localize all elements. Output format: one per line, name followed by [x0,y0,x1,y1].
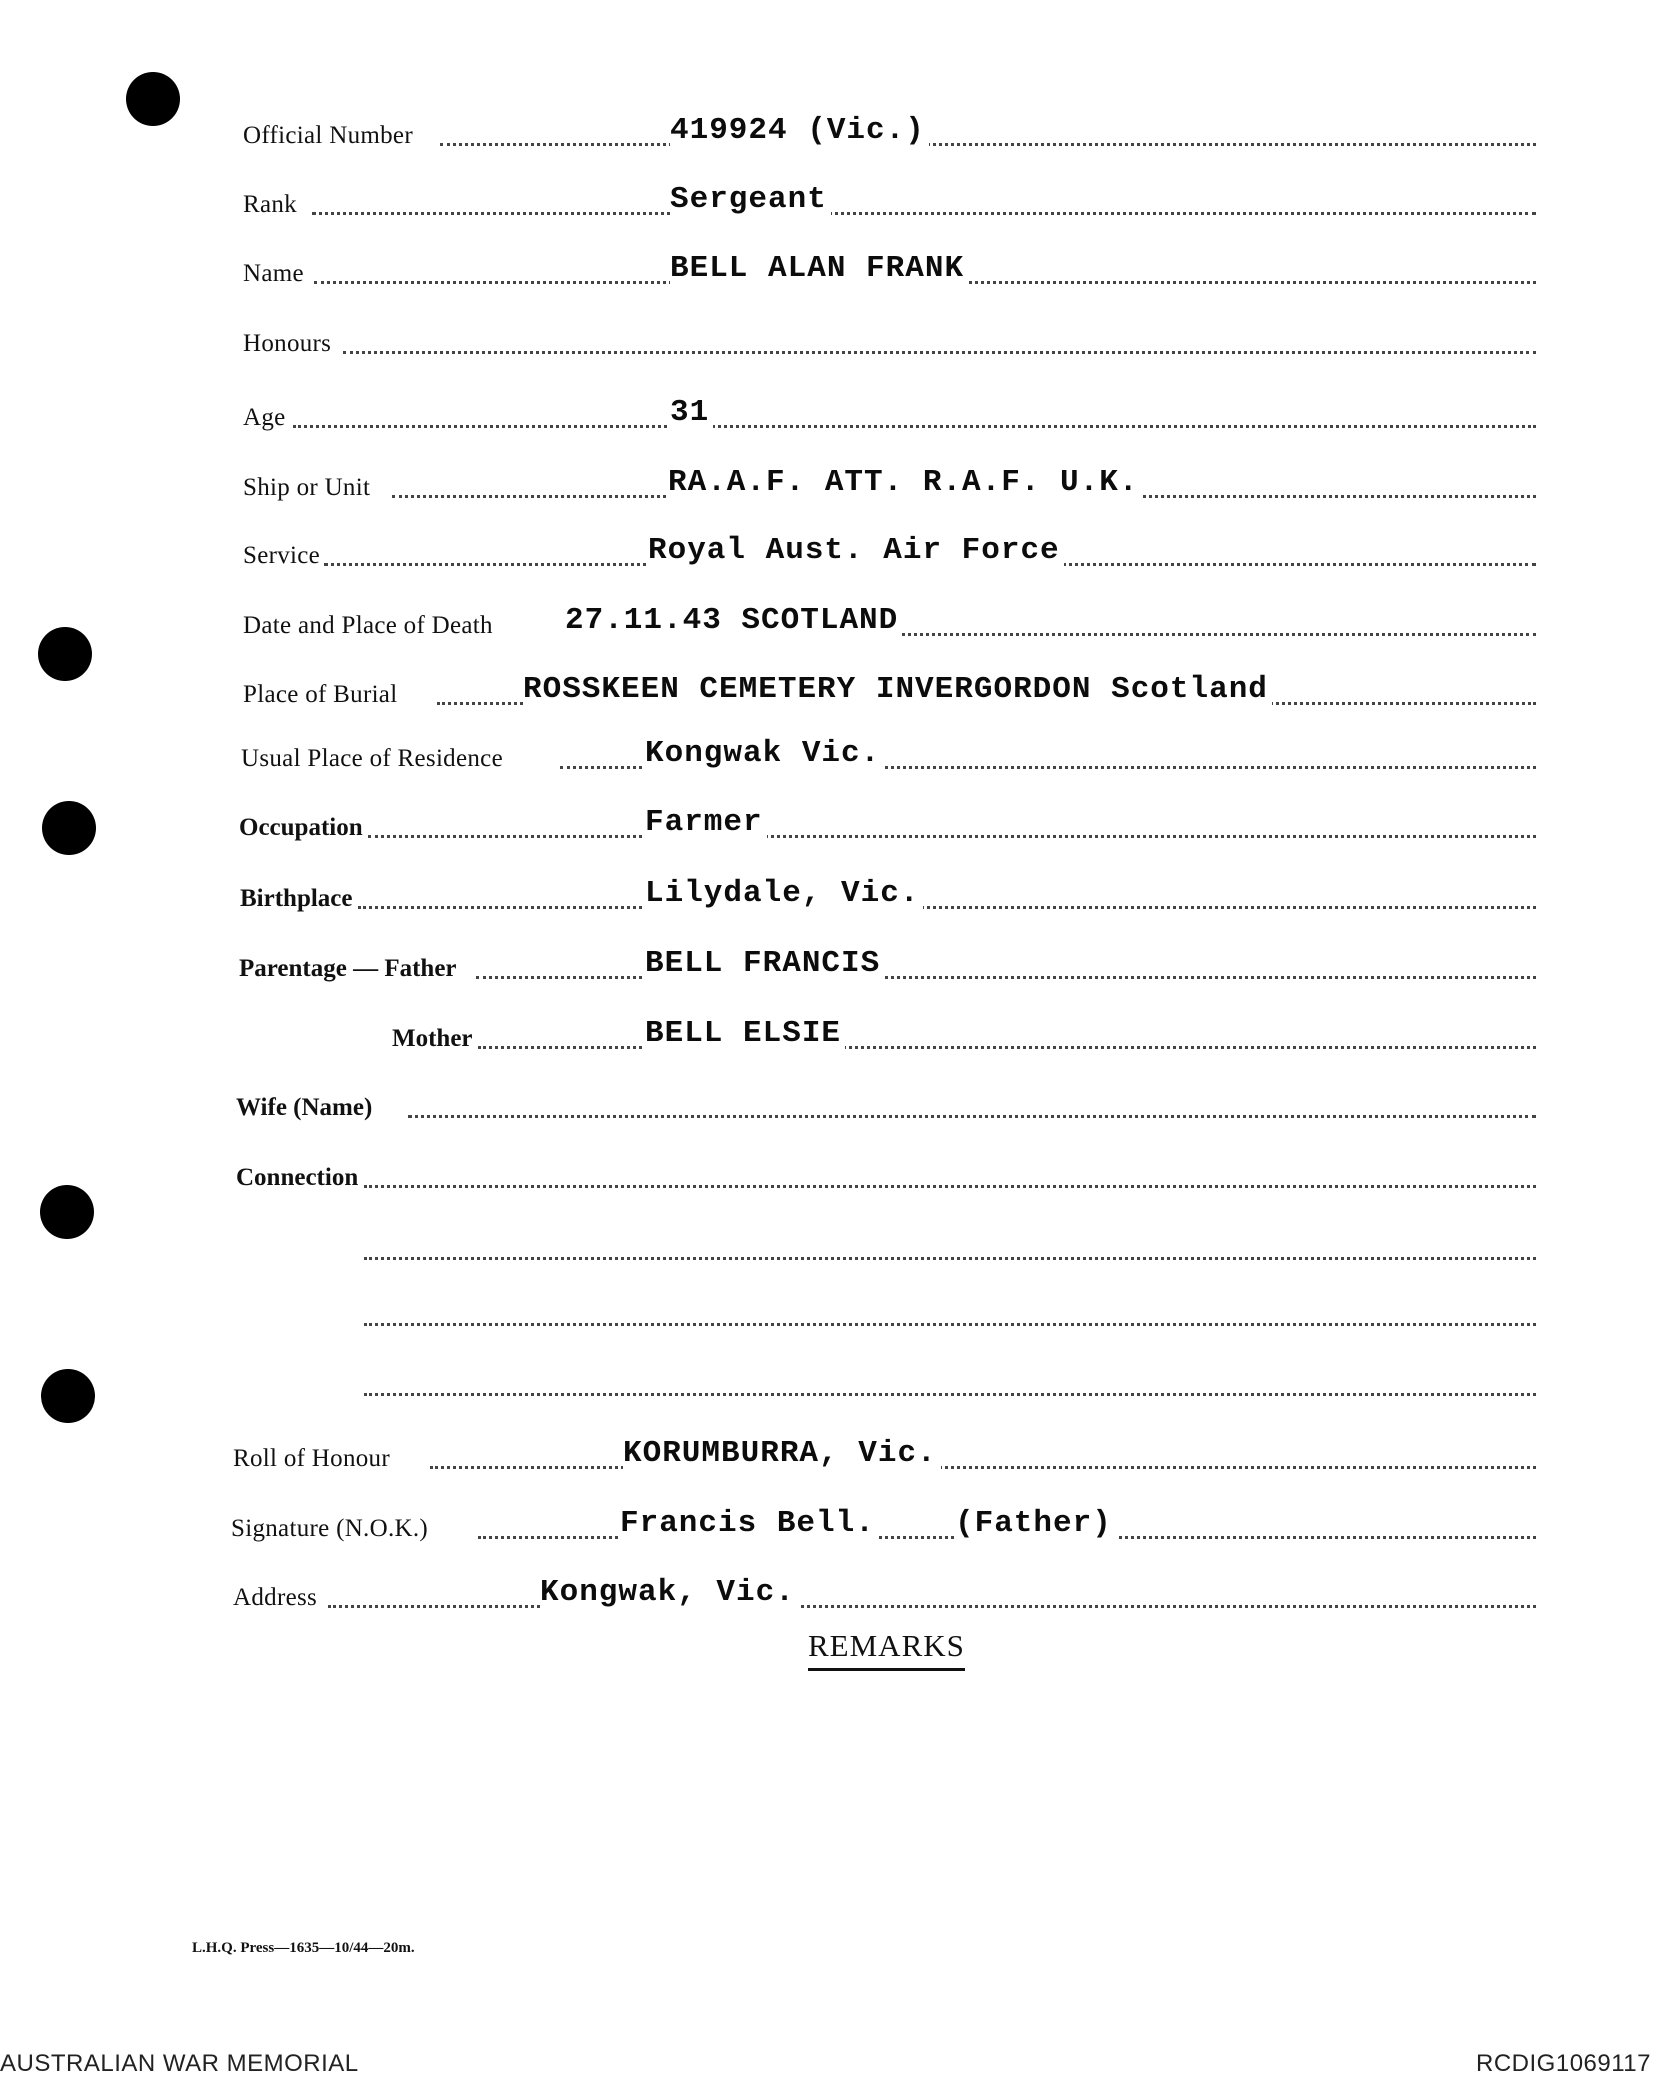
dotted-line [328,1605,1536,1608]
dotted-line [358,906,1536,909]
dotted-line [293,425,1536,428]
age-value: 31 [670,395,713,430]
dotted-line [364,1323,1536,1326]
death-label: Date and Place of Death [243,612,493,639]
ship-or-unit-value: RA.A.F. ATT. R.A.F. U.K. [668,465,1142,500]
roll-of-honour-value: KORUMBURRA, Vic. [623,1436,941,1471]
rank-label: Rank [243,191,297,218]
father-label: Parentage — Father [239,955,457,982]
signature-relation: (Father) [955,1506,1116,1541]
footer-archive-name: AUSTRALIAN WAR MEMORIAL [0,2050,359,2077]
punch-hole [40,1185,94,1239]
connection-label: Connection [236,1164,359,1191]
address-label: Address [233,1584,318,1611]
address-value: Kongwak, Vic. [540,1575,799,1610]
dotted-line [430,1466,1536,1469]
rank-value: Sergeant [670,182,831,217]
signature-value: Francis Bell. [620,1506,879,1541]
punch-hole [41,1369,95,1423]
official-number-label: Official Number [243,122,413,149]
punch-hole [42,801,96,855]
service-label: Service [243,542,321,569]
age-label: Age [243,404,286,431]
dotted-line [312,212,1536,215]
honours-label: Honours [243,330,332,357]
remarks-heading: REMARKS [808,1628,965,1671]
dotted-line [343,351,1536,354]
mother-value: BELL ELSIE [645,1016,845,1051]
signature-label: Signature (N.O.K.) [231,1515,429,1542]
punch-hole [126,72,180,126]
mother-label: Mother [392,1025,473,1052]
residence-label: Usual Place of Residence [241,745,503,772]
dotted-line [440,143,1536,146]
birthplace-label: Birthplace [240,885,353,912]
dotted-line [364,1257,1536,1260]
burial-value: ROSSKEEN CEMETERY INVERGORDON Scotland [523,672,1272,707]
dotted-line [364,1393,1536,1396]
name-label: Name [243,260,304,287]
residence-value: Kongwak Vic. [645,736,884,771]
printer-imprint: L.H.Q. Press—1635—10/44—20m. [192,1940,415,1956]
burial-label: Place of Burial [243,681,398,708]
punch-hole [38,627,92,681]
name-value: BELL ALAN FRANK [670,251,968,286]
wife-label: Wife (Name) [236,1094,373,1121]
service-value: Royal Aust. Air Force [648,533,1064,568]
father-value: BELL FRANCIS [645,946,884,981]
dotted-line [476,976,1536,979]
death-value: 27.11.43 SCOTLAND [565,603,902,638]
dotted-line [368,835,1536,838]
occupation-label: Occupation [239,814,363,841]
dotted-line [408,1115,1536,1118]
ship-or-unit-label: Ship or Unit [243,474,371,501]
footer-record-id: RCDIG1069117 [1476,2050,1651,2077]
roll-of-honour-label: Roll of Honour [233,1445,390,1472]
occupation-value: Farmer [645,805,767,840]
birthplace-value: Lilydale, Vic. [645,876,923,911]
dotted-line [478,1046,1536,1049]
official-number-value: 419924 (Vic.) [670,113,929,148]
dotted-line [364,1185,1536,1188]
